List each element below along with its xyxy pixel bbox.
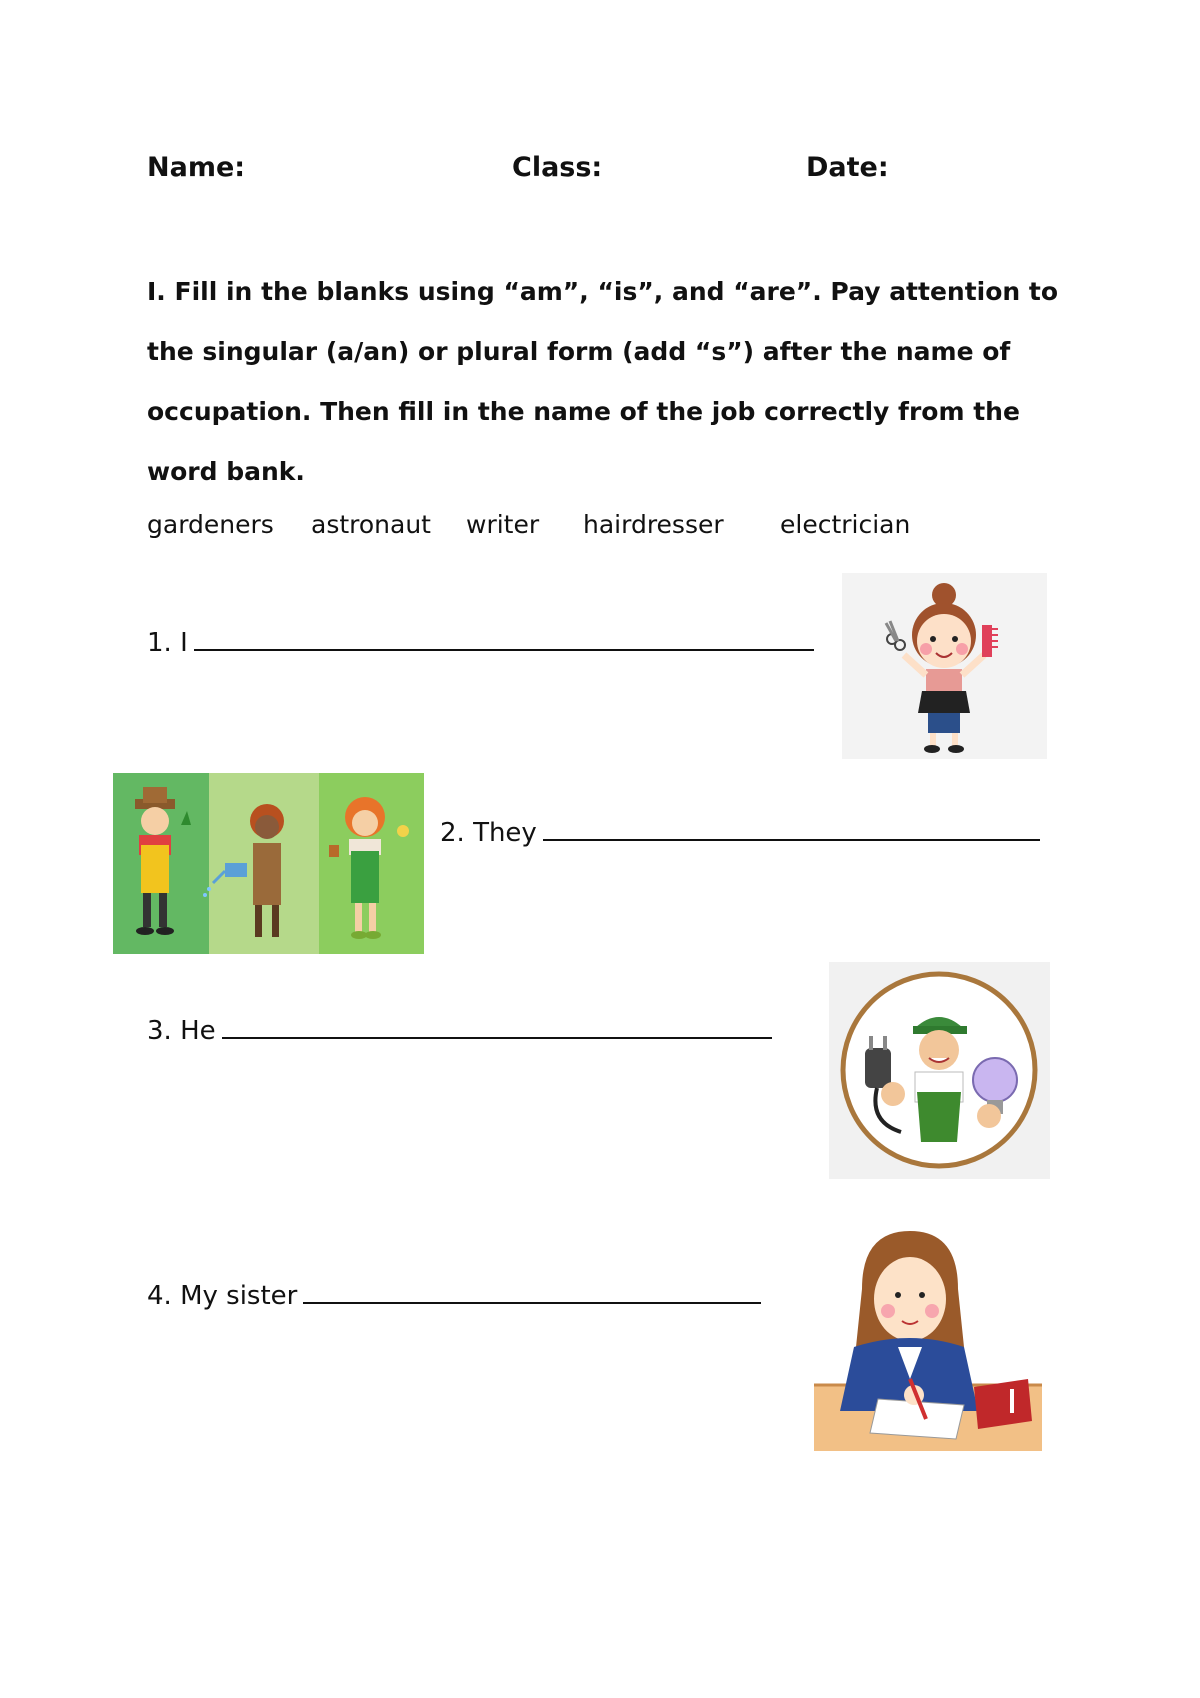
question-3: [147, 1016, 772, 1046]
answer-blank-2[interactable]: [543, 821, 1040, 841]
question-4-prompt: 4. My sister: [147, 1281, 298, 1311]
class-label: Class:: [512, 152, 603, 183]
answer-blank-3[interactable]: [222, 1019, 772, 1039]
hairdresser-illustration: [842, 573, 1047, 759]
answer-blank-4[interactable]: [303, 1284, 761, 1304]
answer-blank-1[interactable]: [194, 631, 814, 651]
date-label: Date:: [806, 152, 889, 183]
writer-illustration: [814, 1229, 1042, 1451]
question-2-prompt: 2. They: [440, 818, 537, 848]
question-3-prompt: 3. He: [147, 1016, 216, 1046]
instructions: I. Fill in the blanks using “am”, “is”, and “are”. Pay attention to the singular (a/an) or plural form (add “s”) after the name of occupation. Then fill in the name of the job correctly from the word bank.: [147, 277, 1059, 486]
word-bank-item: hairdresser: [583, 510, 724, 539]
word-bank-item: astronaut: [311, 510, 431, 539]
question-1-prompt: 1. I: [147, 628, 188, 658]
gardeners-illustration: [113, 773, 424, 954]
electrician-illustration: [829, 962, 1050, 1179]
word-bank-item: writer: [466, 510, 540, 539]
question-2: [440, 818, 1040, 848]
word-bank-item: gardeners: [147, 510, 274, 539]
word-bank-item: electrician: [780, 510, 911, 539]
name-label: Name:: [147, 152, 246, 183]
question-4: [147, 1281, 761, 1311]
question-1: [147, 628, 814, 658]
